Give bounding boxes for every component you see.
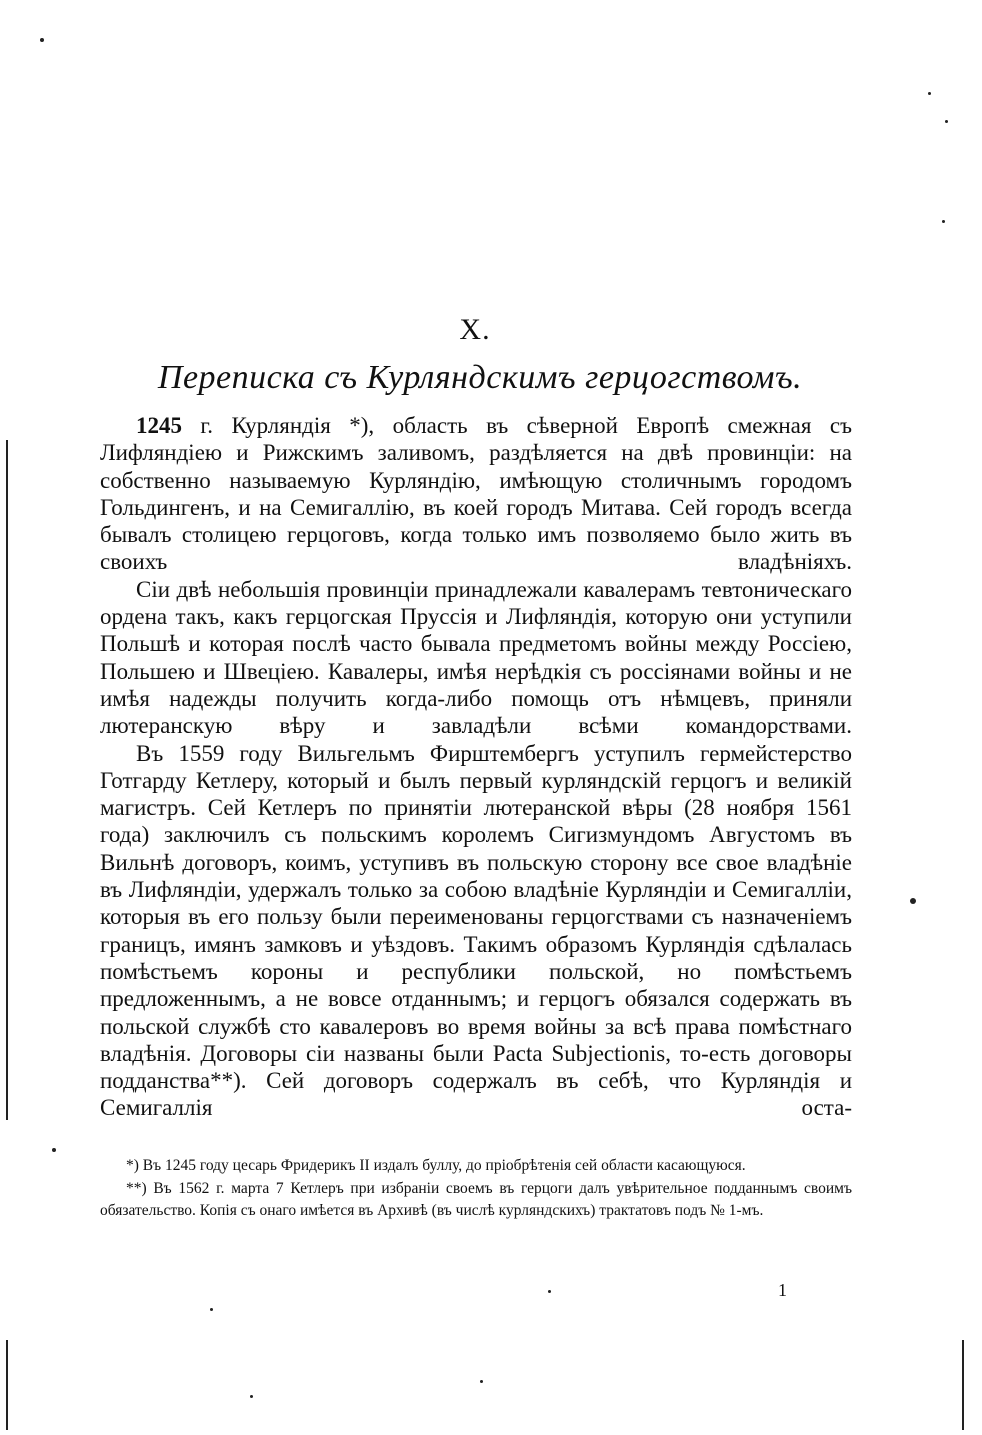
scan-speck [548,1290,551,1293]
page-number: 1 [778,1280,787,1300]
paragraph-2 [100,576,852,740]
footnote-1: *) Въ 1245 году цесарь Фридерикъ II издалъ буллу, до пріобрѣтенія сей области касающуюся. [126,1157,746,1174]
body-text [100,412,852,1122]
paragraph-1-text: г. Курляндія *), область въ сѣверной Европѣ смежная съ Лифляндіею и Рижскимъ заливомъ, раздѣляется на двѣ провинціи: на собственно называемую Курляндію, имѣющую столичнымъ городомъ Гольдингенъ, и на Семигаллію, въ коей городъ Митава. Сей городъ всегда бывалъ столицею герцоговъ, когда только имъ позволяемо было жить въ своихъ владѣніяхъ. [100,413,852,575]
paragraph-2-text: Сіи двѣ небольшія провинціи принадлежали кавалерамъ тевтоническаго ордена такъ, какъ герцогская Пруссія и Лифляндія, которую они уступили Польшѣ и которая послѣ часто бывала предметомъ войны между Россіею, Польшею и Швеціею. Кавалеры, имѣя нерѣдкія съ россіянами войны и не имѣя надежды получить когда-либо помощь отъ нѣмцевъ, приняли лютеранскую вѣру и завладѣли всѣми командорствами. [100,576,852,739]
footnotes [100,1155,852,1223]
paragraph-3-text: Въ 1559 году Вильгельмъ Фирштембергъ уступилъ гермейстерство Готгарду Кетлеру, который и былъ первый курляндскій герцогъ и великій магистръ. Сей Кетлеръ по принятіи лютеранской вѣры (28 ноября 1561 года) заключилъ съ польскимъ королемъ Сигизмундомъ Августомъ въ Вильнѣ договоръ, коимъ, уступивъ въ польскую сторону все свое владѣніе въ Лифляндіи, удержалъ только за собою владѣніе Курляндіи и Семигалліи, которыя въ его пользу были переименованы герцогствами съ назначеніемъ границъ, имянъ замковъ и уѣздовъ. Такимъ образомъ Курляндія сдѣлалась помѣстьемъ короны и республики польской, но помѣстьемъ предложеннымъ, а не вовсе отданнымъ; и герцогъ обязался содержать въ польской службѣ сто кавалеровъ во время войны за всѣ права помѣстнаго владѣнія. Договоры сіи названы были Pacta Subjectionis, то-есть договоры подданства**). Сей договоръ содержалъ въ себѣ, что Курляндія и Семигаллія оста- [100,740,852,1121]
paragraph-1 [100,412,852,576]
scan-speck [40,38,44,42]
chapter-title: Переписка съ Курляндскимъ герцогствомъ. [157,359,803,396]
chapter-number: X. [459,313,491,346]
scan-speck [942,220,945,223]
paragraph-1-lead: 1245 [136,413,182,438]
scan-edge-line [6,440,8,1120]
scan-speck [52,1148,56,1152]
scan-edge-line [962,1340,964,1430]
scan-speck [928,92,931,95]
scan-speck [250,1395,253,1398]
paragraph-3 [100,740,852,1122]
scan-speck [910,898,916,904]
scan-speck [945,120,948,123]
footnote-2: **) Въ 1562 г. марта 7 Кетлеръ при избраніи своемъ въ герцоги далъ увѣрительное подданнымъ своимъ обязательство. Копія съ онаго имѣется въ Архивѣ (въ числѣ курляндскихъ) трактатовъ подъ № 1-мъ. [100,1179,852,1219]
scan-edge-line [6,1340,8,1430]
scan-speck [480,1380,483,1383]
scan-speck [210,1308,213,1311]
